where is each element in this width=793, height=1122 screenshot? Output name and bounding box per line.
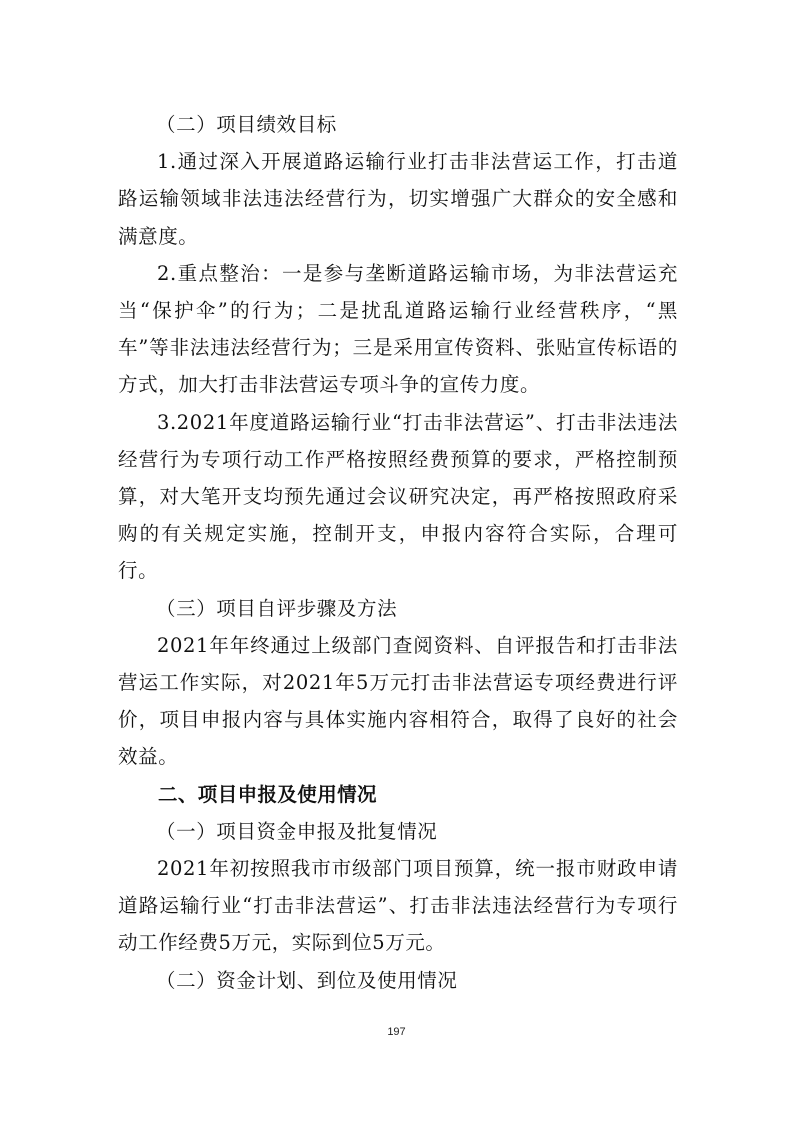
goal-3-paragraph: 3.2021年度道路运输行业“打击非法营运”、打击非法违法经营行为专项行动工作严格按照经费预算的要求，严格控制预算，对大笔开支均预先通过会议研究决定，再严格按照政府采购的有关规定实施，控制开支，申报内容符合实际，合理可行。 <box>118 410 678 583</box>
document-body <box>118 106 678 999</box>
goal-1-paragraph: 1.通过深入开展道路运输行业打击非法营运工作，打击道路运输领域非法违法经营行为，切实增强广大群众的安全感和满意度。 <box>118 150 678 248</box>
heading-fund-application-approval: （一）项目资金申报及批复情况 <box>156 819 438 843</box>
self-evaluation-paragraph: 2021年年终通过上级部门查阅资料、自评报告和打击非法营运工作实际，对2021年5万元打击非法营运专项经费进行评价，项目申报内容与具体实施内容相符合，取得了良好的社会效益。 <box>118 633 678 769</box>
fund-application-paragraph: 2021年初按照我市市级部门项目预算，统一报市财政申请道路运输行业“打击非法营运”、打击非法违法经营行为专项行动工作经费5万元，实际到位5万元。 <box>118 857 678 955</box>
heading-self-evaluation-steps: （三）项目自评步骤及方法 <box>156 596 398 620</box>
goal-2-paragraph: 2.重点整治：一是参与垄断道路运输市场，为非法营运充当“保护伞”的行为；二是扰乱道路运输行业经营秩序，“黑车”等非法违法经营行为；三是采用宣传资料、张贴宣传标语的方式，加大打击非法营运专项斗争的宣传力度。 <box>118 261 678 397</box>
heading-project-performance-goals: （二）项目绩效目标 <box>156 113 337 136</box>
page-number: 197 <box>387 1026 406 1038</box>
heading-project-application-usage: 二、项目申报及使用情况 <box>158 782 377 806</box>
heading-fund-plan-usage: （二）资金计划、到位及使用情况 <box>156 968 458 992</box>
